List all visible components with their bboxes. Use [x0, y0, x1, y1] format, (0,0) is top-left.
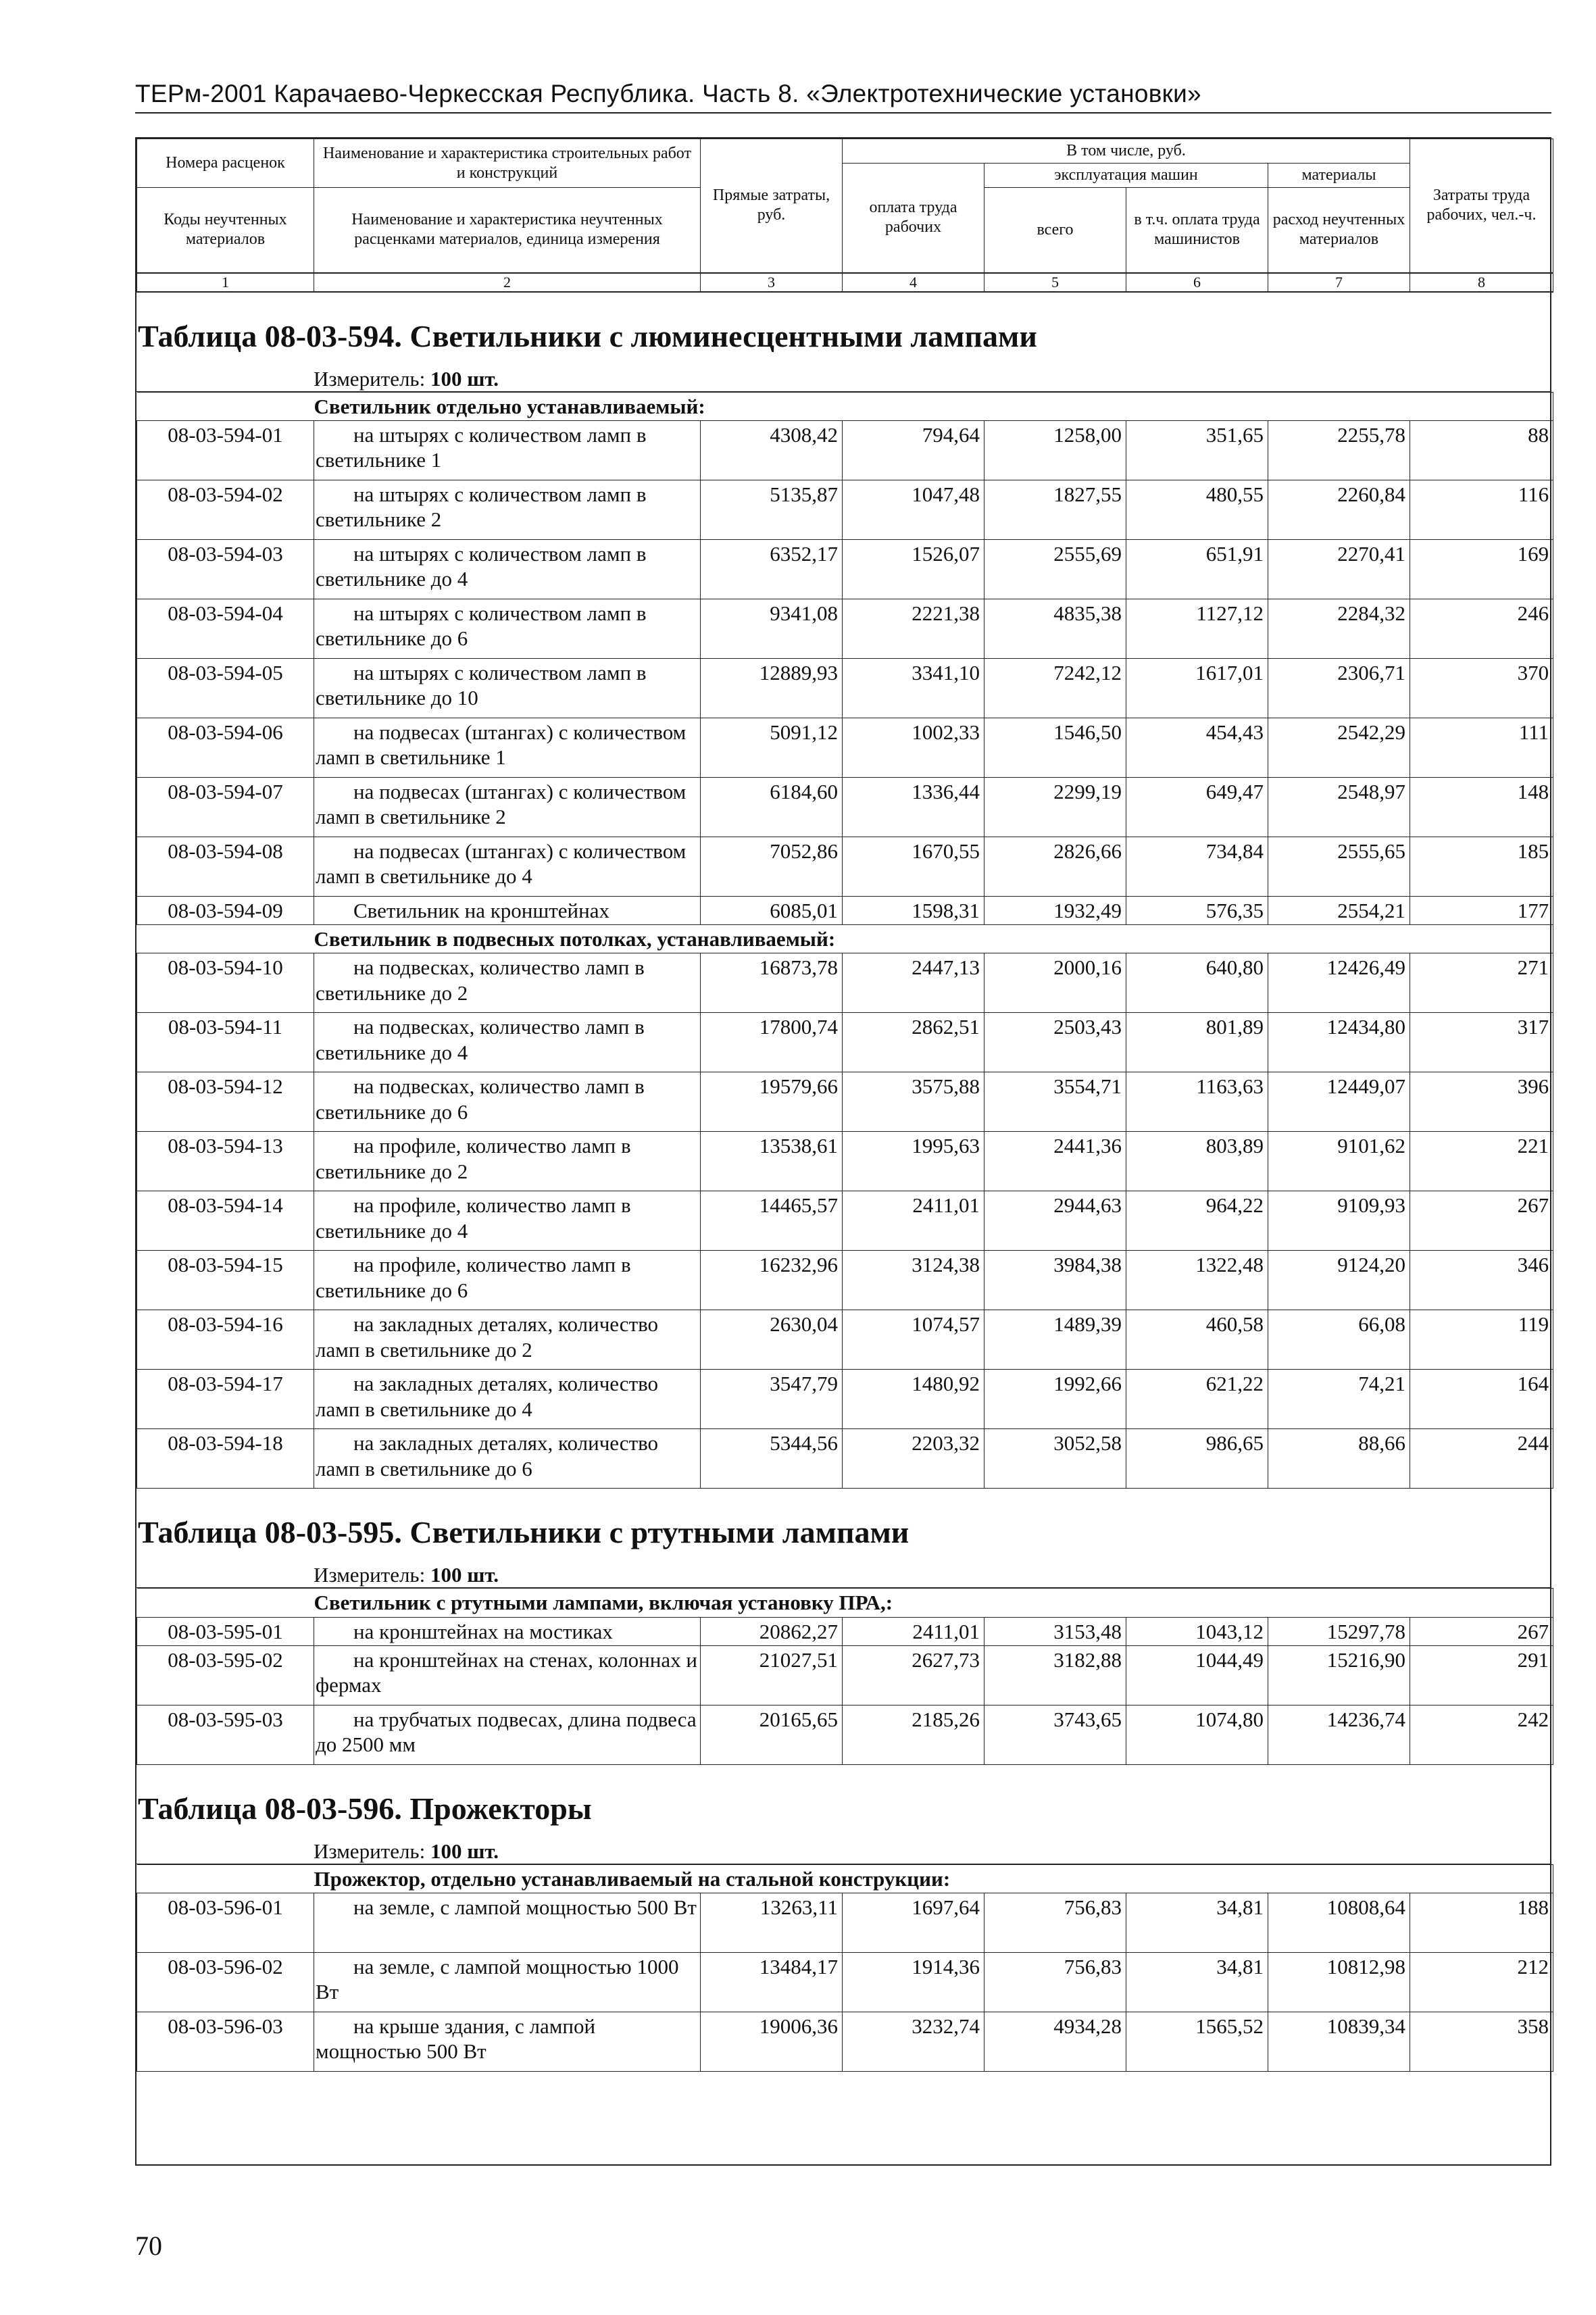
materials-cell: 2270,41	[1268, 540, 1410, 599]
header-materials: материалы	[1268, 164, 1410, 188]
rate-code-cell: 08-03-594-13	[137, 1132, 314, 1191]
man-hours-cell: 111	[1410, 718, 1553, 778]
work-name-cell: на земле, с лампой мощностью 500 Вт	[314, 1893, 701, 1953]
machines-total-cell: 1546,50	[984, 718, 1126, 778]
rate-code-cell: 08-03-594-17	[137, 1370, 314, 1429]
man-hours-cell: 221	[1410, 1132, 1553, 1191]
table-row	[137, 1617, 1553, 1645]
man-hours-cell: 267	[1410, 1191, 1553, 1251]
machinists-pay-cell: 651,91	[1126, 540, 1268, 599]
table-row	[137, 1705, 1553, 1764]
labor-pay-cell: 1047,48	[843, 480, 984, 540]
work-name-cell: на крыше здания, с лампой мощностью 500 Вт	[314, 2012, 701, 2072]
direct-costs-cell: 13484,17	[701, 1953, 843, 2012]
man-hours-cell: 88	[1410, 421, 1553, 480]
header-rate-numbers: Номера расценок	[137, 139, 314, 188]
table-row	[137, 659, 1553, 718]
materials-cell: 9124,20	[1268, 1251, 1410, 1310]
group-subtitle-row	[137, 925, 1553, 953]
rate-code-cell: 08-03-596-02	[137, 1953, 314, 2012]
header-direct-costs: Прямые затраты, руб.	[701, 139, 843, 273]
direct-costs-cell: 3547,79	[701, 1370, 843, 1429]
direct-costs-cell: 6352,17	[701, 540, 843, 599]
section-title: Таблица 08-03-596. Прожекторы	[138, 1791, 592, 1826]
rate-code-cell: 08-03-594-03	[137, 540, 314, 599]
labor-pay-cell: 2627,73	[843, 1645, 984, 1705]
man-hours-cell: 188	[1410, 1893, 1553, 1953]
machinists-pay-cell: 351,65	[1126, 421, 1268, 480]
man-hours-cell: 116	[1410, 480, 1553, 540]
direct-costs-cell: 14465,57	[701, 1191, 843, 1251]
column-number: 1	[137, 273, 314, 292]
machines-total-cell: 2555,69	[984, 540, 1126, 599]
direct-costs-cell: 13263,11	[701, 1893, 843, 1953]
column-number: 5	[984, 273, 1126, 292]
materials-cell: 2555,65	[1268, 837, 1410, 897]
labor-pay-cell: 1914,36	[843, 1953, 984, 2012]
labor-pay-cell: 1336,44	[843, 778, 984, 837]
machines-total-cell: 3052,58	[984, 1429, 1126, 1489]
column-number: 3	[701, 273, 843, 292]
work-name-cell: Светильник на кронштейнах	[314, 897, 701, 925]
machines-total-cell: 2503,43	[984, 1013, 1126, 1072]
man-hours-cell: 396	[1410, 1072, 1553, 1132]
materials-cell: 9101,62	[1268, 1132, 1410, 1191]
rates-table	[136, 392, 1553, 1489]
direct-costs-cell: 20862,27	[701, 1617, 843, 1645]
table-row	[137, 1429, 1553, 1489]
header-machinists-pay: в т.ч. оплата труда машинистов	[1126, 188, 1268, 273]
measurer-line	[136, 367, 1550, 392]
page-number: 70	[135, 2231, 162, 2261]
machines-total-cell: 3743,65	[984, 1705, 1126, 1764]
labor-pay-cell: 3124,38	[843, 1251, 984, 1310]
rate-code-cell: 08-03-594-02	[137, 480, 314, 540]
direct-costs-cell: 5091,12	[701, 718, 843, 778]
direct-costs-cell: 20165,65	[701, 1705, 843, 1764]
measurer-label: Измеритель:	[314, 1563, 426, 1587]
table-row	[137, 953, 1553, 1013]
labor-pay-cell: 1002,33	[843, 718, 984, 778]
man-hours-cell: 346	[1410, 1251, 1553, 1310]
machinists-pay-cell: 1617,01	[1126, 659, 1268, 718]
machines-total-cell: 4934,28	[984, 2012, 1126, 2072]
column-number: 4	[843, 273, 984, 292]
machinists-pay-cell: 1127,12	[1126, 599, 1268, 659]
table-row	[137, 1191, 1553, 1251]
direct-costs-cell: 2630,04	[701, 1310, 843, 1370]
table-row	[137, 1013, 1553, 1072]
machines-total-cell: 7242,12	[984, 659, 1126, 718]
measurer-line	[136, 1839, 1550, 1864]
column-number: 8	[1410, 273, 1553, 292]
table-row	[137, 1953, 1553, 2012]
machinists-pay-cell: 34,81	[1126, 1893, 1268, 1953]
work-name-cell: на подвесках, количество ламп в светильнике до 6	[314, 1072, 701, 1132]
direct-costs-cell: 4308,42	[701, 421, 843, 480]
section-title: Таблица 08-03-594. Светильники с люминесцентными лампами	[138, 318, 1037, 353]
measurer-label: Измеритель:	[314, 1839, 426, 1863]
materials-cell: 9109,93	[1268, 1191, 1410, 1251]
direct-costs-cell: 17800,74	[701, 1013, 843, 1072]
machines-total-cell: 3554,71	[984, 1072, 1126, 1132]
man-hours-cell: 148	[1410, 778, 1553, 837]
rates-sheet	[135, 137, 1551, 2166]
work-name-cell: на подвесах (штангах) с количеством ламп в светильнике до 4	[314, 837, 701, 897]
direct-costs-cell: 7052,86	[701, 837, 843, 897]
table-row	[137, 540, 1553, 599]
section-title: Таблица 08-03-595. Светильники с ртутными лампами	[138, 1515, 909, 1550]
rate-code-cell: 08-03-594-11	[137, 1013, 314, 1072]
work-name-cell: на трубчатых подвесах, длина подвеса до 2500 мм	[314, 1705, 701, 1764]
labor-pay-cell: 1697,64	[843, 1893, 984, 1953]
labor-pay-cell: 3232,74	[843, 2012, 984, 2072]
rate-code-cell: 08-03-594-07	[137, 778, 314, 837]
work-name-cell: на закладных деталях, количество ламп в светильнике до 6	[314, 1429, 701, 1489]
machinists-pay-cell: 734,84	[1126, 837, 1268, 897]
work-name-cell: на штырях с количеством ламп в светильнике 2	[314, 480, 701, 540]
labor-pay-cell: 2221,38	[843, 599, 984, 659]
work-name-cell: на кронштейнах на мостиках	[314, 1617, 701, 1645]
labor-pay-cell: 3575,88	[843, 1072, 984, 1132]
materials-cell: 2554,21	[1268, 897, 1410, 925]
man-hours-cell: 242	[1410, 1705, 1553, 1764]
work-name-cell: на профиле, количество ламп в светильнике до 6	[314, 1251, 701, 1310]
machines-total-cell: 3153,48	[984, 1617, 1126, 1645]
machines-total-cell: 756,83	[984, 1953, 1126, 2012]
machines-total-cell: 3984,38	[984, 1251, 1126, 1310]
materials-cell: 10812,98	[1268, 1953, 1410, 2012]
header-divider	[135, 112, 1551, 114]
direct-costs-cell: 5135,87	[701, 480, 843, 540]
work-name-cell: на штырях с количеством ламп в светильнике до 4	[314, 540, 701, 599]
column-header-table	[136, 139, 1553, 293]
rate-code-cell: 08-03-594-14	[137, 1191, 314, 1251]
rate-code-cell: 08-03-594-18	[137, 1429, 314, 1489]
rates-table	[136, 1864, 1553, 2072]
machines-total-cell: 1827,55	[984, 480, 1126, 540]
direct-costs-cell: 16873,78	[701, 953, 843, 1013]
materials-cell: 2260,84	[1268, 480, 1410, 540]
machines-total-cell: 756,83	[984, 1893, 1126, 1953]
machinists-pay-cell: 1163,63	[1126, 1072, 1268, 1132]
rate-code-cell: 08-03-594-15	[137, 1251, 314, 1310]
work-name-cell: на профиле, количество ламп в светильнике до 2	[314, 1132, 701, 1191]
labor-pay-cell: 1074,57	[843, 1310, 984, 1370]
machines-total-cell: 1932,49	[984, 897, 1126, 925]
column-number: 7	[1268, 273, 1410, 292]
machines-total-cell: 1258,00	[984, 421, 1126, 480]
group-subtitle-row	[137, 1864, 1553, 1893]
labor-pay-cell: 2411,01	[843, 1191, 984, 1251]
table-row	[137, 599, 1553, 659]
materials-cell: 15216,90	[1268, 1645, 1410, 1705]
header-material-name: Наименование и характеристика неучтенных расценками материалов, единица измерения	[314, 188, 701, 273]
materials-cell: 88,66	[1268, 1429, 1410, 1489]
machines-total-cell: 2441,36	[984, 1132, 1126, 1191]
man-hours-cell: 358	[1410, 2012, 1553, 2072]
work-name-cell: на штырях с количеством ламп в светильнике до 10	[314, 659, 701, 718]
measurer-line	[136, 1563, 1550, 1588]
column-number-row	[137, 273, 1553, 292]
man-hours-cell: 271	[1410, 953, 1553, 1013]
labor-pay-cell: 794,64	[843, 421, 984, 480]
work-name-cell: на земле, с лампой мощностью 1000 Вт	[314, 1953, 701, 2012]
machinists-pay-cell: 801,89	[1126, 1013, 1268, 1072]
table-row	[137, 897, 1553, 925]
rates-table	[136, 1588, 1553, 1764]
table-row	[137, 718, 1553, 778]
group-subtitle: Светильник отдельно устанавливаемый:	[137, 392, 1553, 420]
machinists-pay-cell: 34,81	[1126, 1953, 1268, 2012]
rate-code-cell: 08-03-594-09	[137, 897, 314, 925]
rate-code-cell: 08-03-594-04	[137, 599, 314, 659]
work-name-cell: на кронштейнах на стенах, колоннах и фермах	[314, 1645, 701, 1705]
work-name-cell: на подвесках, количество ламп в светильнике до 4	[314, 1013, 701, 1072]
work-name-cell: на штырях с количеством ламп в светильнике до 6	[314, 599, 701, 659]
labor-pay-cell: 1670,55	[843, 837, 984, 897]
direct-costs-cell: 6085,01	[701, 897, 843, 925]
machinists-pay-cell: 964,22	[1126, 1191, 1268, 1251]
rate-code-cell: 08-03-595-01	[137, 1617, 314, 1645]
materials-cell: 12434,80	[1268, 1013, 1410, 1072]
page-header-title: ТЕРм-2001 Карачаево-Черкесская Республика. Часть 8. «Электротехнические установки»	[135, 80, 1201, 107]
materials-cell: 66,08	[1268, 1310, 1410, 1370]
column-number: 2	[314, 273, 701, 292]
materials-cell: 2284,32	[1268, 599, 1410, 659]
machines-total-cell: 2000,16	[984, 953, 1126, 1013]
rate-code-cell: 08-03-594-01	[137, 421, 314, 480]
machinists-pay-cell: 640,80	[1126, 953, 1268, 1013]
machines-total-cell: 1489,39	[984, 1310, 1126, 1370]
table-row	[137, 1310, 1553, 1370]
materials-cell: 2548,97	[1268, 778, 1410, 837]
labor-pay-cell: 1526,07	[843, 540, 984, 599]
rate-code-cell: 08-03-594-10	[137, 953, 314, 1013]
measurer-value: 100 шт.	[430, 366, 499, 391]
direct-costs-cell: 16232,96	[701, 1251, 843, 1310]
man-hours-cell: 267	[1410, 1617, 1553, 1645]
direct-costs-cell: 13538,61	[701, 1132, 843, 1191]
machinists-pay-cell: 1043,12	[1126, 1617, 1268, 1645]
rate-code-cell: 08-03-596-03	[137, 2012, 314, 2072]
man-hours-cell: 164	[1410, 1370, 1553, 1429]
group-subtitle: Светильник с ртутными лампами, включая установку ПРА,:	[137, 1589, 1553, 1617]
man-hours-cell: 246	[1410, 599, 1553, 659]
table-row	[137, 2012, 1553, 2072]
rate-code-cell: 08-03-594-12	[137, 1072, 314, 1132]
work-name-cell: на подвесах (штангах) с количеством ламп в светильнике 1	[314, 718, 701, 778]
table-row	[137, 1893, 1553, 1953]
table-row	[137, 1132, 1553, 1191]
machines-total-cell: 1992,66	[984, 1370, 1126, 1429]
table-row	[137, 480, 1553, 540]
group-subtitle-row	[137, 1589, 1553, 1617]
header-man-hours: Затраты труда рабочих, чел.-ч.	[1410, 139, 1553, 273]
direct-costs-cell: 9341,08	[701, 599, 843, 659]
labor-pay-cell: 3341,10	[843, 659, 984, 718]
materials-cell: 10839,34	[1268, 2012, 1410, 2072]
rate-code-cell: 08-03-594-06	[137, 718, 314, 778]
header-machines-total: всего	[984, 188, 1126, 273]
machines-total-cell: 2826,66	[984, 837, 1126, 897]
group-subtitle: Светильник в подвесных потолках, устанавливаемый:	[137, 925, 1553, 953]
machines-total-cell: 2299,19	[984, 778, 1126, 837]
work-name-cell: на профиле, количество ламп в светильнике до 4	[314, 1191, 701, 1251]
man-hours-cell: 317	[1410, 1013, 1553, 1072]
machinists-pay-cell: 649,47	[1126, 778, 1268, 837]
tables-container	[136, 293, 1550, 2072]
table-row	[137, 1645, 1553, 1705]
materials-cell: 2542,29	[1268, 718, 1410, 778]
machinists-pay-cell: 460,58	[1126, 1310, 1268, 1370]
labor-pay-cell: 1598,31	[843, 897, 984, 925]
materials-cell: 2255,78	[1268, 421, 1410, 480]
labor-pay-cell: 1995,63	[843, 1132, 984, 1191]
table-row	[137, 1370, 1553, 1429]
column-number: 6	[1126, 273, 1268, 292]
header-including: В том числе, руб.	[843, 139, 1410, 164]
direct-costs-cell: 19579,66	[701, 1072, 843, 1132]
labor-pay-cell: 1480,92	[843, 1370, 984, 1429]
materials-cell: 2306,71	[1268, 659, 1410, 718]
labor-pay-cell: 2862,51	[843, 1013, 984, 1072]
machinists-pay-cell: 803,89	[1126, 1132, 1268, 1191]
materials-cell: 10808,64	[1268, 1893, 1410, 1953]
header-work-name: Наименование и характеристика строительных работ и конструкций	[314, 139, 701, 188]
measurer-value: 100 шт.	[430, 1839, 499, 1863]
table-row	[137, 778, 1553, 837]
materials-cell: 12426,49	[1268, 953, 1410, 1013]
machinists-pay-cell: 1044,49	[1126, 1645, 1268, 1705]
direct-costs-cell: 19006,36	[701, 2012, 843, 2072]
machines-total-cell: 3182,88	[984, 1645, 1126, 1705]
work-name-cell: на штырях с количеством ламп в светильнике 1	[314, 421, 701, 480]
machinists-pay-cell: 621,22	[1126, 1370, 1268, 1429]
man-hours-cell: 291	[1410, 1645, 1553, 1705]
man-hours-cell: 370	[1410, 659, 1553, 718]
machinists-pay-cell: 1565,52	[1126, 2012, 1268, 2072]
man-hours-cell: 119	[1410, 1310, 1553, 1370]
direct-costs-cell: 21027,51	[701, 1645, 843, 1705]
materials-cell: 15297,78	[1268, 1617, 1410, 1645]
header-machine-operation: эксплуатация машин	[984, 164, 1268, 188]
labor-pay-cell: 2411,01	[843, 1617, 984, 1645]
man-hours-cell: 212	[1410, 1953, 1553, 2012]
machinists-pay-cell: 480,55	[1126, 480, 1268, 540]
labor-pay-cell: 2185,26	[843, 1705, 984, 1764]
machinists-pay-cell: 1322,48	[1126, 1251, 1268, 1310]
man-hours-cell: 169	[1410, 540, 1553, 599]
table-row	[137, 1072, 1553, 1132]
labor-pay-cell: 2447,13	[843, 953, 984, 1013]
direct-costs-cell: 12889,93	[701, 659, 843, 718]
work-name-cell: на закладных деталях, количество ламп в светильнике до 2	[314, 1310, 701, 1370]
materials-cell: 14236,74	[1268, 1705, 1410, 1764]
machines-total-cell: 4835,38	[984, 599, 1126, 659]
rate-code-cell: 08-03-596-01	[137, 1893, 314, 1953]
measurer-label: Измеритель:	[314, 366, 426, 391]
header-material-codes: Коды неучтенных материалов	[137, 188, 314, 273]
labor-pay-cell: 2203,32	[843, 1429, 984, 1489]
table-row	[137, 1251, 1553, 1310]
table-row	[137, 837, 1553, 897]
rate-code-cell: 08-03-594-05	[137, 659, 314, 718]
materials-cell: 12449,07	[1268, 1072, 1410, 1132]
direct-costs-cell: 5344,56	[701, 1429, 843, 1489]
materials-cell: 74,21	[1268, 1370, 1410, 1429]
man-hours-cell: 185	[1410, 837, 1553, 897]
work-name-cell: на закладных деталях, количество ламп в светильнике до 4	[314, 1370, 701, 1429]
measurer-value: 100 шт.	[430, 1563, 499, 1587]
group-subtitle: Прожектор, отдельно устанавливаемый на стальной конструкции:	[137, 1864, 1553, 1893]
work-name-cell: на подвесках, количество ламп в светильнике до 2	[314, 953, 701, 1013]
man-hours-cell: 244	[1410, 1429, 1553, 1489]
machinists-pay-cell: 1074,80	[1126, 1705, 1268, 1764]
machinists-pay-cell: 986,65	[1126, 1429, 1268, 1489]
table-row	[137, 421, 1553, 480]
rate-code-cell: 08-03-595-03	[137, 1705, 314, 1764]
machines-total-cell: 2944,63	[984, 1191, 1126, 1251]
header-materials-use: расход неучтенных материалов	[1268, 188, 1410, 273]
machinists-pay-cell: 454,43	[1126, 718, 1268, 778]
header-labor-pay: оплата труда рабочих	[843, 164, 984, 273]
direct-costs-cell: 6184,60	[701, 778, 843, 837]
man-hours-cell: 177	[1410, 897, 1553, 925]
machinists-pay-cell: 576,35	[1126, 897, 1268, 925]
rate-code-cell: 08-03-594-08	[137, 837, 314, 897]
rate-code-cell: 08-03-594-16	[137, 1310, 314, 1370]
work-name-cell: на подвесах (штангах) с количеством ламп в светильнике 2	[314, 778, 701, 837]
group-subtitle-row	[137, 392, 1553, 420]
rate-code-cell: 08-03-595-02	[137, 1645, 314, 1705]
